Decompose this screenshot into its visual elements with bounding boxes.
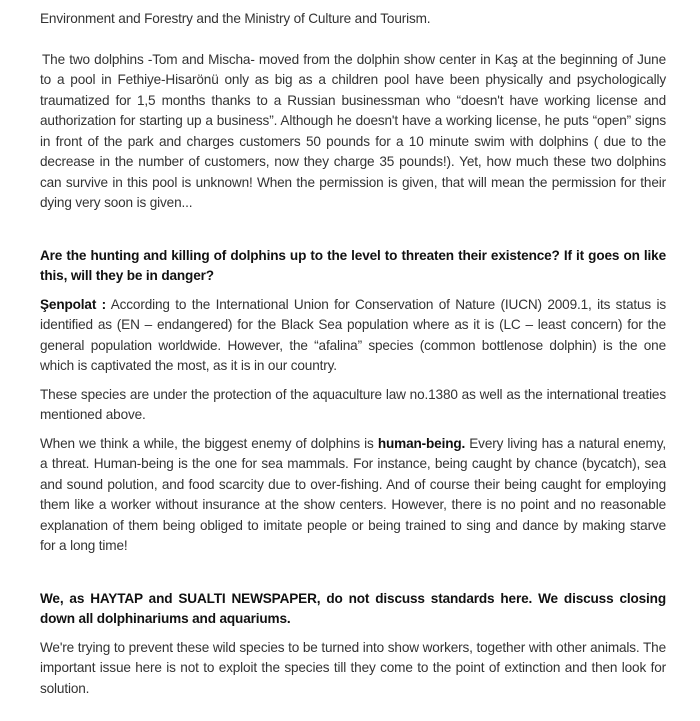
statement-heading: We, as HAYTAP and SUALTI NEWSPAPER, do not discuss standards here. We discuss closing down all dolphinariums and aquariums.	[40, 590, 666, 626]
enemy-text-after: Every living has a natural enemy, a threat. Human-being is the one for sea mammals. For instance, being caught by chance (bycatch), sea and sound polution, and food scarcity due to over-fishing. And of course their being caught for employing them like a worker without insurance at the show centers. However, there is no point and no reasonable explanation of them being obliged to imitate people or being trained to sing and dance by making starve for a long time!	[40, 435, 666, 553]
law-paragraph: These species are under the protection of the aquaculture law no.1380 as well as the international treaties mentioned above.	[40, 386, 666, 422]
enemy-paragraph	[40, 434, 666, 557]
answer-text: According to the International Union for Conservation of Nature (IUCN) 2009.1, its status is identified as (EN – endangered) for the Black Sea population where as it is (LC – least concern) for the general population worldwide. However, the “afalina” species (common bottlenose dolphin) is the one which is captivated the most, as it is in our country.	[40, 296, 666, 373]
answer-paragraph	[40, 295, 666, 377]
enemy-text-before: When we think a while, the biggest enemy of dolphins is	[40, 435, 378, 451]
intro-line: Environment and Forestry and the Ministry of Culture and Tourism.	[40, 11, 431, 26]
document-page	[40, 9, 666, 699]
story-paragraph: The two dolphins -Tom and Mischa- moved from the dolphin show center in Kaş at the beginning of June to a pool in Fethiye-Hisarönü only as big as a children pool have been physically and psychologically traumatized for 1,5 months thanks to a Russian businessman who “doesn't have working license and authorization for starting up a business”. Although he doesn't have a working license, he puts “open” signs in front of the park and charges customers 50 pounds for a 10 minute swim with dolphins ( due to the decrease in the number of customers, now they charge 35 pounds!). Yet, how much these two dolphins can survive in this pool is unknown! When the permission is given, that will mean the permission for their dying very soon is given...	[40, 51, 666, 210]
question-heading: Are the hunting and killing of dolphins up to the level to threaten their existence? If it goes on like this, will they be in danger?	[40, 247, 666, 283]
answer-speaker: Şenpolat :	[40, 296, 107, 312]
enemy-emphasis: human-being.	[377, 435, 466, 451]
closing-paragraph: We're trying to prevent these wild species to be turned into show workers, together with other animals. The important issue here is not to exploit the species till they come to the point of extinction and then look for solution.	[40, 639, 666, 696]
